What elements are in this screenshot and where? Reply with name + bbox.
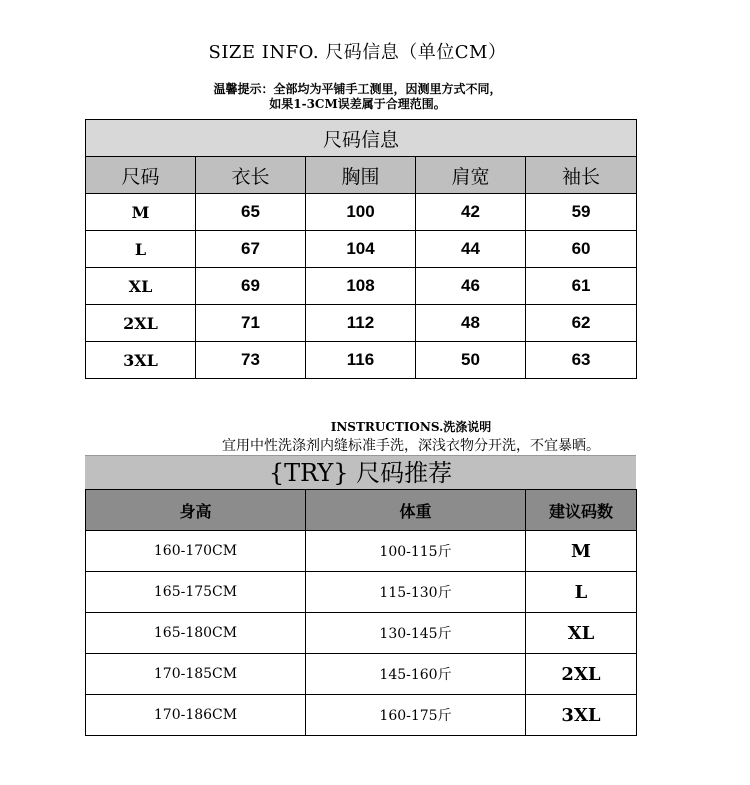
cell-height: 165-175CM <box>86 572 306 613</box>
cell-size: 2XL <box>86 305 196 342</box>
cell-length: 69 <box>196 268 306 305</box>
header-suggested-size: 建议码数 <box>526 490 637 531</box>
cell-length: 73 <box>196 342 306 379</box>
cell-shoulder: 50 <box>416 342 526 379</box>
page-title: SIZE INFO. 尺码信息（单位CM） <box>208 42 507 63</box>
header-sleeve: 袖长 <box>526 157 637 194</box>
recommend-caption: {TRY} 尺码推荐 <box>85 455 636 490</box>
cell-suggested-size: L <box>526 572 637 613</box>
header-weight: 体重 <box>306 490 526 531</box>
cell-suggested-size: XL <box>526 613 637 654</box>
header-size: 尺码 <box>86 157 196 194</box>
size-info-table <box>85 119 637 379</box>
cell-chest: 108 <box>306 268 416 305</box>
table-row <box>86 305 637 342</box>
cell-size: XL <box>86 268 196 305</box>
cell-size: L <box>86 231 196 268</box>
table-row <box>86 531 637 572</box>
cell-chest: 104 <box>306 231 416 268</box>
cell-length: 67 <box>196 231 306 268</box>
washing-text: 宜用中性洗涤剂内缝标准手洗，深浅衣物分开洗，不宜暴晒。 <box>222 438 600 454</box>
cell-weight: 115-130斤 <box>306 572 526 613</box>
cell-height: 165-180CM <box>86 613 306 654</box>
header-height: 身高 <box>86 490 306 531</box>
cell-chest: 116 <box>306 342 416 379</box>
cell-size: 3XL <box>86 342 196 379</box>
washing-title: INSTRUCTIONS.洗涤说明 <box>330 420 492 434</box>
cell-sleeve: 59 <box>526 194 637 231</box>
cell-weight: 160-175斤 <box>306 695 526 736</box>
cell-size: M <box>86 194 196 231</box>
header-shoulder: 肩宽 <box>416 157 526 194</box>
cell-shoulder: 42 <box>416 194 526 231</box>
cell-shoulder: 48 <box>416 305 526 342</box>
cell-length: 65 <box>196 194 306 231</box>
cell-weight: 130-145斤 <box>306 613 526 654</box>
cell-sleeve: 60 <box>526 231 637 268</box>
cell-sleeve: 61 <box>526 268 637 305</box>
table-row <box>86 654 637 695</box>
table-row <box>86 268 637 305</box>
cell-suggested-size: 2XL <box>526 654 637 695</box>
cell-chest: 112 <box>306 305 416 342</box>
cell-height: 160-170CM <box>86 531 306 572</box>
table-row <box>86 342 637 379</box>
header-chest: 胸围 <box>306 157 416 194</box>
cell-suggested-size: 3XL <box>526 695 637 736</box>
size-table-caption: 尺码信息 <box>86 120 637 157</box>
cell-height: 170-185CM <box>86 654 306 695</box>
cell-height: 170-186CM <box>86 695 306 736</box>
measurement-note-line2: 如果1-3CM误差属于合理范围。 <box>269 97 446 111</box>
size-recommend-table <box>85 489 637 736</box>
cell-sleeve: 62 <box>526 305 637 342</box>
cell-chest: 100 <box>306 194 416 231</box>
measurement-note-line1: 温馨提示：全部均为平铺手工测里，因测里方式不同， <box>213 82 502 96</box>
cell-sleeve: 63 <box>526 342 637 379</box>
table-row <box>86 695 637 736</box>
table-row <box>86 572 637 613</box>
cell-suggested-size: M <box>526 531 637 572</box>
cell-shoulder: 44 <box>416 231 526 268</box>
table-row <box>86 231 637 268</box>
cell-weight: 100-115斤 <box>306 531 526 572</box>
table-row <box>86 613 637 654</box>
header-length: 衣长 <box>196 157 306 194</box>
cell-length: 71 <box>196 305 306 342</box>
cell-weight: 145-160斤 <box>306 654 526 695</box>
cell-shoulder: 46 <box>416 268 526 305</box>
table-row <box>86 194 637 231</box>
